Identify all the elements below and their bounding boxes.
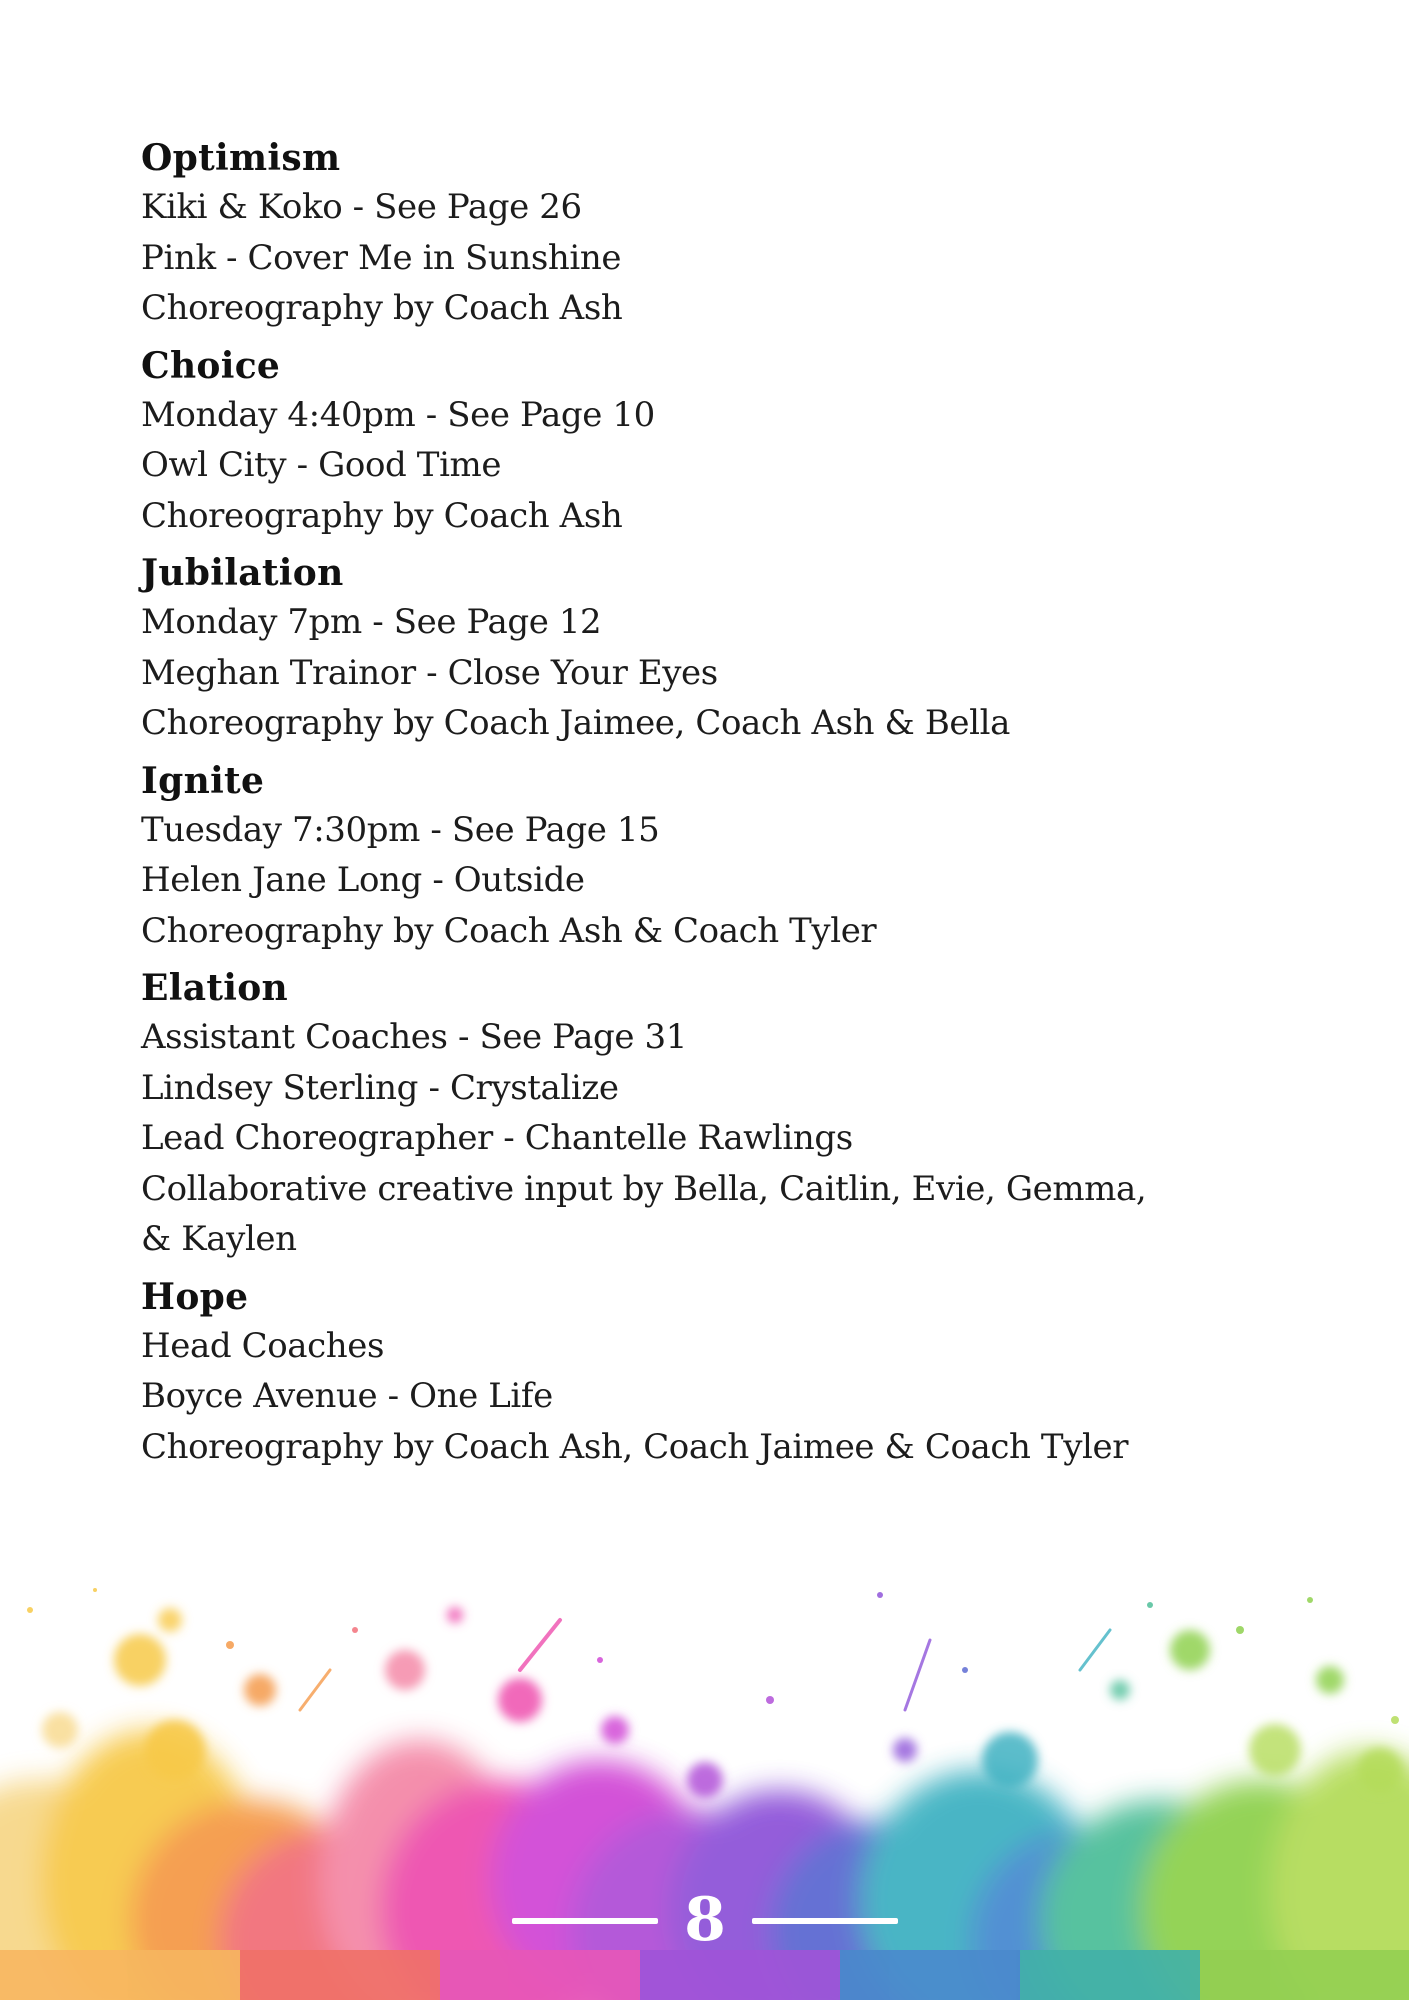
page-number-rule-left	[512, 1918, 658, 1924]
section-line: Owl City - Good Time	[141, 445, 502, 485]
section-line: Meghan Trainor - Close Your Eyes	[141, 652, 718, 693]
page-number: 8	[684, 1885, 726, 1955]
section-line: Monday 7pm - See Page 12	[141, 602, 602, 642]
section-line: Tuesday 7:30pm - See Page 15	[141, 809, 660, 850]
section-line: Collaborative creative input by Bella, Caitlin, Evie, Gemma,	[141, 1168, 1147, 1209]
section-title: Jubilation	[141, 552, 344, 594]
section-title: Choice	[141, 344, 281, 387]
page-number-footer	[0, 1882, 1409, 1958]
page-number-rule-right	[752, 1918, 898, 1924]
section-line: Choreography by Coach Ash, Coach Jaimee & Coach Tyler	[141, 1426, 1129, 1467]
section-optimism	[141, 134, 1291, 334]
section-line: Lead Choreographer - Chantelle Rawlings	[141, 1118, 853, 1158]
section-title: Hope	[141, 1275, 249, 1318]
section-choice	[141, 342, 1291, 542]
section-line: Head Coaches	[141, 1325, 385, 1366]
section-line: Choreography by Coach Ash & Coach Tyler	[141, 910, 877, 951]
section-line: & Kaylen	[141, 1219, 297, 1259]
program-list	[141, 134, 1291, 1480]
section-line: Assistant Coaches - See Page 31	[141, 1017, 687, 1057]
section-line: Monday 4:40pm - See Page 10	[141, 394, 655, 435]
section-elation	[141, 964, 1291, 1265]
section-line: Lindsey Sterling - Crystalize	[141, 1067, 619, 1108]
section-jubilation	[141, 549, 1291, 749]
section-line: Choreography by Coach Jaimee, Coach Ash & Bella	[141, 703, 1010, 743]
section-line: Choreography by Coach Ash	[141, 288, 623, 328]
section-title: Elation	[141, 967, 289, 1009]
section-title: Optimism	[141, 137, 341, 179]
section-hope	[141, 1273, 1291, 1473]
section-title: Ignite	[141, 759, 265, 802]
section-line: Helen Jane Long - Outside	[141, 860, 585, 900]
section-line: Choreography by Coach Ash	[141, 495, 623, 536]
section-ignite	[141, 757, 1291, 957]
section-line: Pink - Cover Me in Sunshine	[141, 237, 622, 278]
section-line: Kiki & Koko - See Page 26	[141, 187, 582, 227]
section-line: Boyce Avenue - One Life	[141, 1376, 553, 1416]
